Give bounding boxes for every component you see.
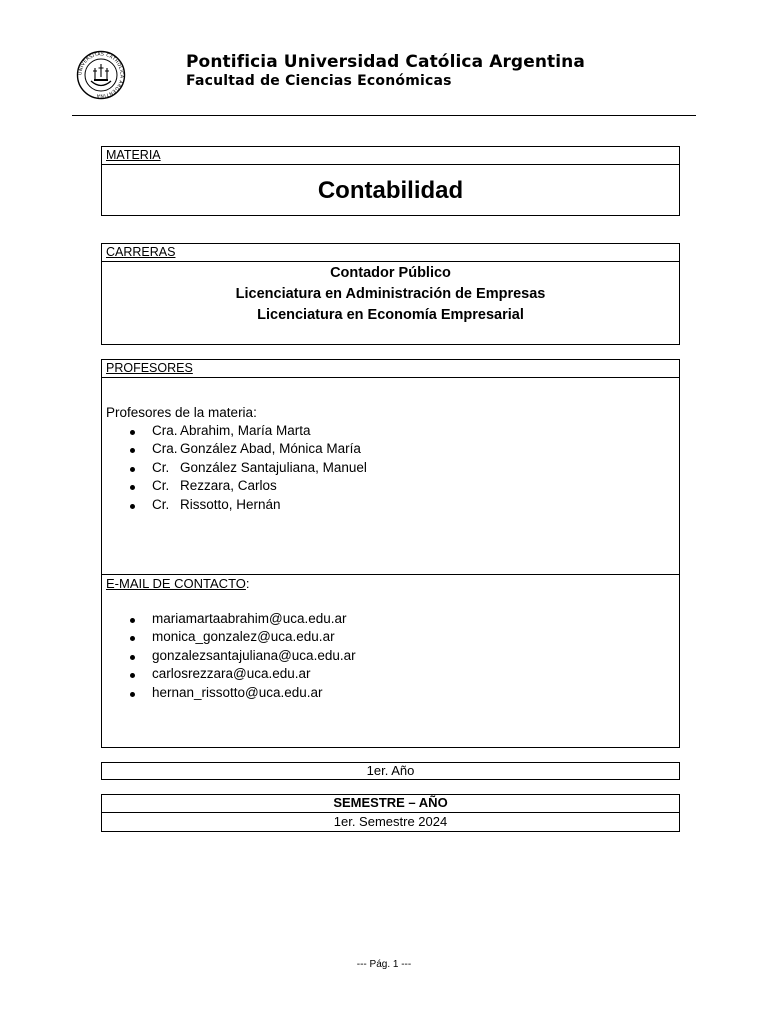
- subject-title: Contabilidad: [317, 177, 464, 204]
- profesores-box: [101, 359, 680, 748]
- faculty-name: Facultad de Ciencias Económicas: [186, 73, 452, 89]
- page-number: --- Pág. 1 ---: [356, 959, 412, 970]
- professor-item: Cr. González Santajuliana, Manuel: [102, 459, 367, 477]
- professor-item: Cra. Abrahim, María Marta: [102, 422, 367, 440]
- anio-box: [101, 762, 680, 780]
- university-name: Pontificia Universidad Católica Argentina: [186, 52, 585, 72]
- career-item: Licenciatura en Administración de Empresas: [235, 286, 546, 302]
- header-divider: [72, 115, 696, 116]
- email-list: [102, 610, 356, 702]
- careers-list: [102, 262, 679, 326]
- career-item: Contador Público: [330, 265, 451, 281]
- carreras-box: [101, 243, 680, 345]
- email-item: hernan_rissotto@uca.edu.ar: [102, 684, 356, 702]
- profesores-label: PROFESORES: [102, 360, 679, 378]
- professor-list: [102, 422, 367, 514]
- email-item: mariamartaabrahim@uca.edu.ar: [102, 610, 356, 628]
- professor-item: Cr. Rissotto, Hernán: [102, 496, 367, 514]
- career-item: Licenciatura en Economía Empresarial: [257, 307, 524, 323]
- anio-value: 1er. Año: [366, 763, 415, 778]
- email-item: carlosrezzara@uca.edu.ar: [102, 665, 356, 683]
- svg-text:UNIVERSITAS CATHOLICA ARGENTIN: UNIVERSITAS CATHOLICA ARGENTINA: [78, 52, 124, 98]
- semestre-label: SEMESTRE – AÑO: [102, 795, 679, 813]
- materia-box: [101, 146, 680, 216]
- professor-item: Cra. González Abad, Mónica María: [102, 440, 367, 458]
- email-item: gonzalezsantajuliana@uca.edu.ar: [102, 647, 356, 665]
- materia-label: MATERIA: [102, 147, 679, 165]
- carreras-label: CARRERAS: [102, 244, 679, 262]
- email-heading: E-MAIL DE CONTACTO:: [106, 576, 250, 591]
- professor-item: Cr. Rezzara, Carlos: [102, 477, 367, 495]
- university-seal-logo: [76, 50, 126, 100]
- email-label: E-MAIL DE CONTACTO: [106, 576, 246, 591]
- semestre-value: 1er. Semestre 2024: [333, 814, 448, 829]
- semestre-box: [101, 794, 680, 832]
- email-item: monica_gonzalez@uca.edu.ar: [102, 628, 356, 646]
- profesores-intro: Profesores de la materia:: [106, 405, 257, 420]
